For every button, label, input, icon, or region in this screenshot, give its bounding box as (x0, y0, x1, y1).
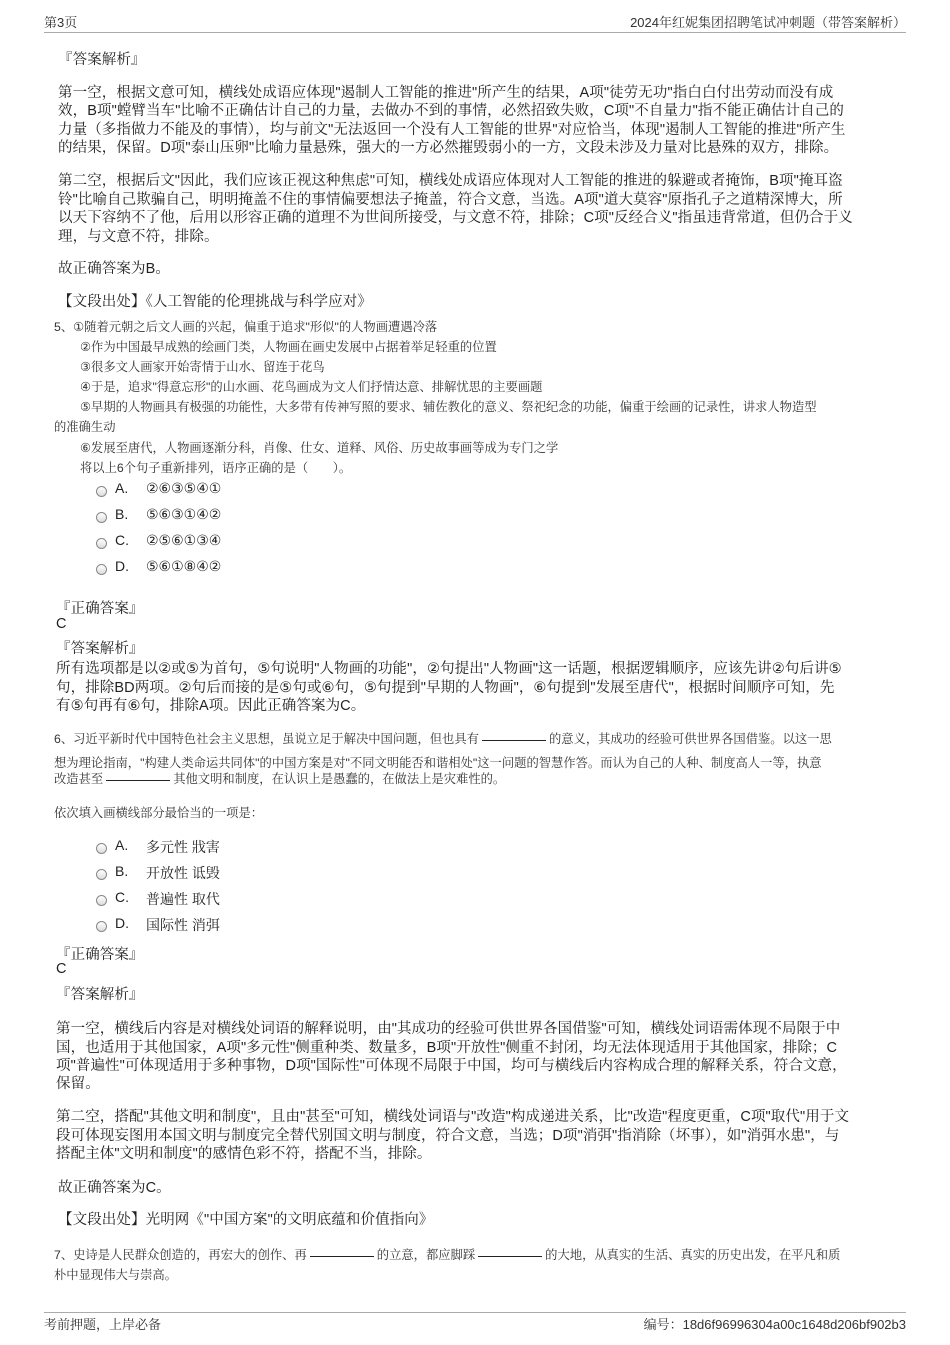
blank (482, 740, 546, 741)
option-letter: B. (115, 506, 129, 522)
correct-answer-label: 『正确答案』 (56, 947, 144, 963)
analysis-line: 第一空，根据文意可知，横线处成语应体现"遏制人工智能的推进"所产生的结果，A项"徒劳无功"指白白付出劳动而没有成 (58, 85, 834, 101)
document-title: 2024年红妮集团招聘笔试冲刺题（带答案解析） (630, 15, 906, 30)
option-text: 开放性 诋毁 (146, 865, 220, 881)
analysis-line: 力量（多指做力不能及的事情），均与前文"无法返回一个没有人工智能的世界"对应恰当，体现"遏制人工智能的推进"所产生 (58, 122, 846, 138)
conclusion: 故正确答案为B。 (58, 261, 170, 277)
document-id: 编号：18d6f96996304a00c1648d206bf902b3 (643, 1317, 906, 1332)
option-text: ②⑤⑥①③④ (146, 532, 222, 548)
question-5-stem: ③很多文人画家开始寄情于山水、留连于花鸟 (80, 360, 325, 374)
analysis-label: 『答案解析』 (56, 641, 144, 657)
analysis-line: 句，排除BD两项。②句后而接的是⑤句或⑥句，⑤句提到"早期的人物画"，⑥句提到"发展至唐代"，根据时间顺序可知，先 (56, 680, 835, 696)
radio-icon[interactable] (96, 895, 107, 906)
correct-answer: C (56, 616, 67, 632)
question-6-stem: 想为理论指南，"构建人类命运共同体"的中国方案是对"不同文明能否和谐相处"这一问题的智慧作答。而认为自己的人种、制度高人一等，执意 (54, 756, 822, 770)
option-letter: D. (115, 915, 129, 931)
question-7-stem: 7、史诗是人民群众创造的，再宏大的创作、再 的立意，都应脚踩 的大地，从真实的生活、真实的历史出发，在平凡和质 (54, 1248, 841, 1262)
blank (310, 1256, 374, 1257)
page-number: 第3页 (44, 15, 78, 30)
question-5-prompt: 将以上6个句子重新排列，语序正确的是（ ）。 (80, 461, 352, 475)
option-text: ⑤⑥③①④② (146, 506, 222, 522)
analysis-line: 搭配主体"文明和制度"的感情色彩不符，搭配不当，排除。 (56, 1146, 432, 1162)
option-letter: A. (115, 837, 129, 853)
blank (106, 780, 170, 781)
analysis-line: 项"普遍性"可体现适用于多种事物，D项"国际性"可体现不局限于中国，均可与横线后内容构成合理的解释关系，符合文意， (56, 1058, 847, 1074)
footer-divider (44, 1312, 906, 1313)
analysis-line: 铃"比喻自己欺骗自己，明明掩盖不住的事情偏要想法子掩盖，符合文意，当选。A项"道大莫容"原指孔子之道精深博大，所 (58, 192, 843, 208)
option-text: 普遍性 取代 (146, 891, 220, 907)
radio-icon[interactable] (96, 512, 107, 523)
correct-answer: C (56, 961, 67, 977)
analysis-line: 国，也适用于其他国家，A项"多元性"侧重种类、数量多，B项"开放性"侧重不封闭，均无法体现适用于其他国家，排除；C (56, 1040, 838, 1056)
option-text: ②⑥③⑤④① (146, 480, 222, 496)
analysis-line: 保留。 (56, 1076, 100, 1092)
header-divider (44, 32, 906, 33)
blank (478, 1256, 542, 1257)
radio-icon[interactable] (96, 486, 107, 497)
radio-icon[interactable] (96, 843, 107, 854)
question-6-prompt: 依次填入画横线部分最恰当的一项是： (54, 806, 264, 820)
conclusion: 故正确答案为C。 (58, 1180, 171, 1196)
option-text: 多元性 戕害 (146, 839, 220, 855)
analysis-line: 的结果，保留。D项"泰山压卵"比喻力量悬殊，强大的一方必然摧毁弱小的一方，文段未涉及力量对比悬殊的双方，排除。 (58, 140, 839, 156)
analysis-label: 『答案解析』 (58, 52, 146, 68)
footer-slogan: 考前押题，上岸必备 (44, 1317, 162, 1332)
option-letter: B. (115, 863, 129, 879)
option-letter: A. (115, 480, 129, 496)
correct-answer-label: 『正确答案』 (56, 601, 144, 617)
analysis-line: 第二空，根据后文"因此，我们应该正视这种焦虑"可知，横线处成语应体现对人工智能的推进的躲避或者掩饰，B项"掩耳盗 (58, 173, 843, 189)
question-5-stem: 的准确生动 (54, 420, 116, 434)
question-6-stem: 改造甚至 其他文明和制度，在认识上是愚蠢的，在做法上是灾难性的。 (54, 772, 506, 786)
analysis-line: 第二空，搭配"其他文明和制度"，且由"甚至"可知，横线处词语与"改造"构成递进关系，比"改造"程度更重，C项"取代"用于文 (56, 1109, 850, 1125)
analysis-line: 效，B项"螳臂当车"比喻不正确估计自己的力量，去做办不到的事情，必然招致失败，C项"不自量力"指不能正确估计自己的 (58, 103, 844, 119)
question-7-stem: 朴中显现伟大与崇高。 (54, 1268, 177, 1282)
analysis-line: 段可体现妄图用本国文明与制度完全替代别国文明与制度，符合文意，当选；D项"消弭"指消除（坏事），如"消弭水患"，与 (56, 1128, 840, 1144)
radio-icon[interactable] (96, 564, 107, 575)
option-letter: C. (115, 889, 129, 905)
analysis-label: 『答案解析』 (56, 987, 144, 1003)
analysis-line: 理，与文意不符，排除。 (58, 229, 219, 245)
analysis-line: 以天下容纳不了他，后用以形容正确的道理不为世间所接受，与文意不符，排除；C项"反经合义"指虽违背常道，但仍合于义 (58, 210, 853, 226)
question-5-stem: ④于是，追求"得意忘形"的山水画、花鸟画成为文人们抒情达意、排解忧思的主要画题 (80, 380, 543, 394)
option-letter: C. (115, 532, 129, 548)
source: 【文段出处】光明网《"中国方案"的文明底蕴和价值指向》 (58, 1212, 434, 1228)
radio-icon[interactable] (96, 921, 107, 932)
option-text: ⑤⑥①⑧④② (146, 558, 222, 574)
source: 【文段出处】《人工智能的伦理挑战与科学应对》 (58, 294, 372, 310)
analysis-line: 有⑤句再有⑥句，排除A项。因此正确答案为C。 (56, 698, 366, 714)
question-5-stem: ②作为中国最早成熟的绘画门类，人物画在画史发展中占据着举足轻重的位置 (80, 340, 497, 354)
analysis-line: 所有选项都是以②或⑤为首句，⑤句说明"人物画的功能"，②句提出"人物画"这一话题，根据逻辑顺序，应该先讲②句后讲⑤ (56, 661, 842, 677)
question-5-stem: ⑥发展至唐代，人物画逐渐分科，肖像、仕女、道释、风俗、历史故事画等成为专门之学 (80, 441, 559, 455)
analysis-line: 第一空，横线后内容是对横线处词语的解释说明，由"其成功的经验可供世界各国借鉴"可知，横线处词语需体现不局限于中 (56, 1021, 841, 1037)
question-6-stem: 6、习近平新时代中国特色社会主义思想，虽说立足于解决中国问题，但也具有 的意义，其成功的经验可供世界各国借鉴。以这一思 (54, 732, 832, 746)
radio-icon[interactable] (96, 538, 107, 549)
radio-icon[interactable] (96, 869, 107, 880)
question-5-stem: 5、①随着元朝之后文人画的兴起，偏重于追求"形似"的人物画遭遇冷落 (54, 320, 438, 334)
option-text: 国际性 消弭 (146, 917, 220, 933)
option-letter: D. (115, 558, 129, 574)
question-5-stem: ⑤早期的人物画具有极强的功能性，大多带有传神写照的要求、辅佐教化的意义、祭祀纪念的功能，偏重于绘画的记录性，讲求人物造型 (80, 400, 817, 414)
